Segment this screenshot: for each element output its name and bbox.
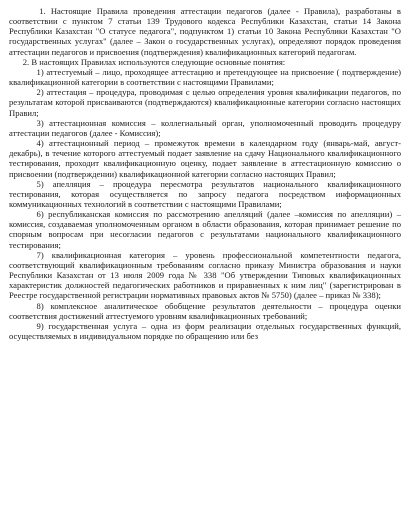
paragraph-1-scope: 1. Настоящие Правила проведения аттестации педагогов (далее - Правила), разработаны в соответствии с пунктом 7 статьи 139 Трудового кодекса Республики Казахстан, статьи 14 Закона Республики Казахстан "О статусе педагога", подпунктом 1) статьи 10 Закона Республики Казахстан "О государственных услугах" (далее – Закон о государственных услугах), определяют порядок проведения аттестации педагогов и присвоения (подтверждения) квалификационных категорий педагогам. (9, 6, 401, 57)
definition-item-1: 1) аттестуемый – лицо, проходящее аттестацию и претендующее на присвоение ( подтверждение) квалификационной категории в соответствии с настоящими Правилами; (9, 66, 401, 88)
definition-item-9: 9) государственная услуга – одна из форм реализации отдельных государственных функций, осуществляемых в индивидуальном порядке по обращению или без (9, 320, 401, 341)
definition-item-7: 7) квалификационная категория – уровень профессиональной компетентности педагога, соответствующий квалификационным требованиям согласно приказу Министра образования и науки Республики Казахстан от 13 июля 2009 года № 338 "Об утверждении Типовых квалификационных характеристик должностей педагогических работников и приравненных к ним лиц" (зарегистрирован в Реестре государственной регистрации нормативных правовых актов № 5750) (далее – приказ № 338); (9, 249, 401, 301)
paragraph-2-definitions-heading: 2. В настоящих Правилах используются следующие основные понятия: (22, 56, 286, 67)
definition-item-5: 5) апелляция – процедура пересмотра результатов национального квалификационного тестирования, которая осуществляется по запросу педагога посредством информационных коммуникационных технологий в соответствии с настоящими Правилами; (9, 178, 401, 209)
definition-item-4: 4) аттестационный период – промежуток времени в календарном году (январь-май, август-декабрь), в течение которого аттестуемый подает заявление на сдачу Национального квалификационного тестирования, проходит квалификационную оценку, подает заявление в аттестационную комиссию о присвоении (подтверждении) квалификационной категории согласно настоящих Правил; (9, 138, 401, 179)
definition-item-3: 3) аттестационная комиссия – коллегиальный орган, уполномоченный проводить процедуру аттестации педагогов (далее - Комиссия); (9, 117, 401, 138)
definition-item-8: 8) комплексное аналитическое обобщение результатов деятельности – процедура оценки соответствия достижений аттестуемого уровням квалификационных требований; (9, 300, 401, 321)
definition-item-6: 6) республиканская комиссия по рассмотрению апелляций (далее –комиссия по апелляции) – комиссия, создаваемая уполномоченным органом в области образования, которая принимает решение по спорным вопросам при несогласии педагогов с результатами национального квалификационного тестирования; (9, 209, 401, 250)
definition-item-2: 2) аттестация – процедура, проводимая с целью определения уровня квалификации педагогов, по результатам которой присваиваются (подтверждаются) квалификационные категории согласно настоящих Правил; (9, 87, 401, 118)
